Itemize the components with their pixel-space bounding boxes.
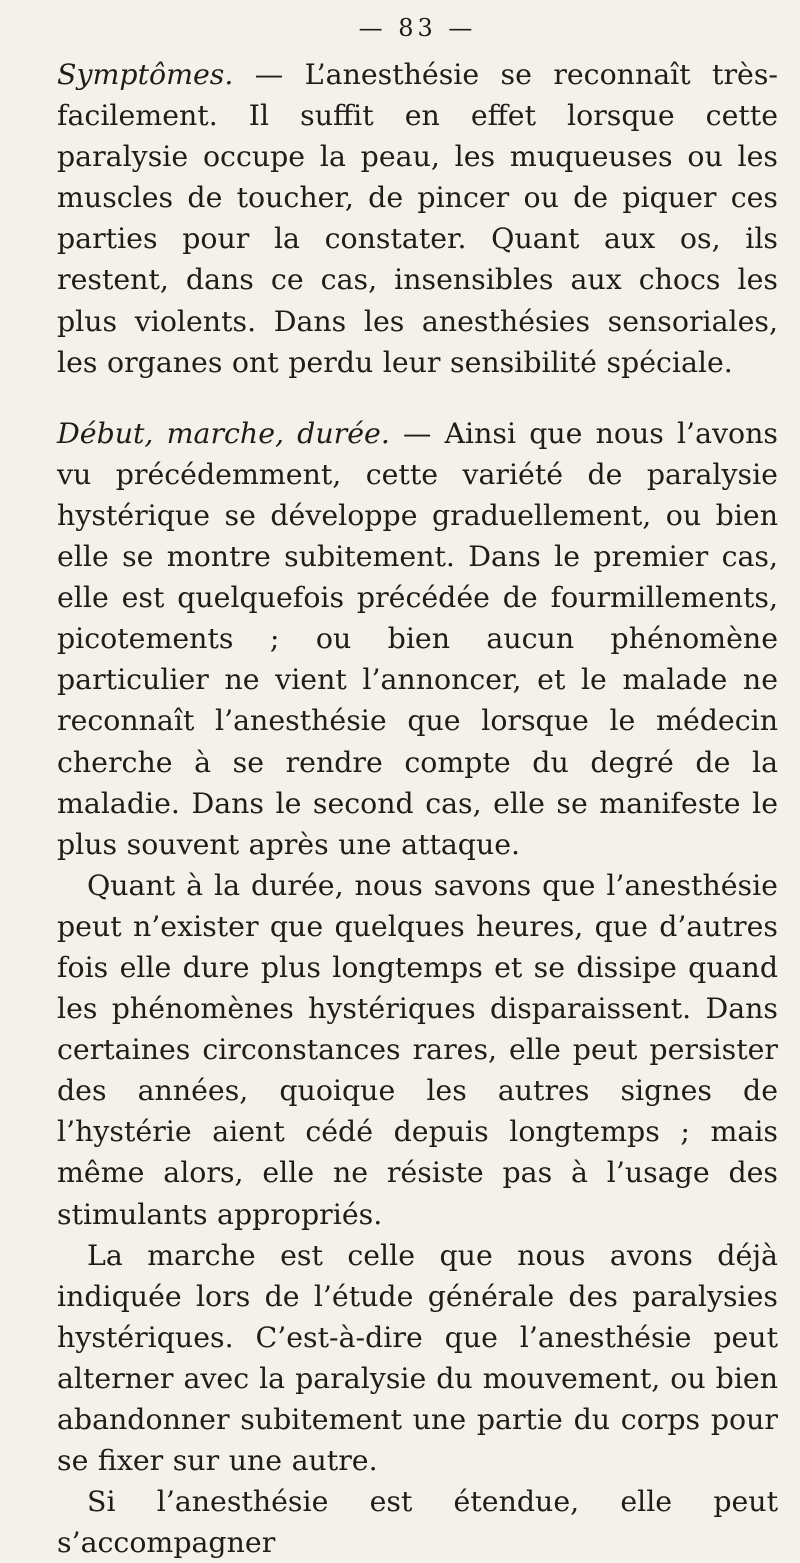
paragraph-debut-marche-duree: [57, 413, 778, 865]
paragraph-symptomes: [57, 54, 778, 383]
paragraph-text: Quant à la durée, nous savons que l’anesthésie peut n’exister que quelques heures, que d’autres fois elle dure plus longtemps et se dissipe quand les phénomènes hystériques disparaissent. Dans certaines circonstances rares, elle peut persister des années, quoique les autres signes de l’hystérie aient cédé depuis longtemps ; mais même alors, elle ne résiste pas à l’usage des stimulants appropriés.: [57, 868, 778, 1231]
paragraph-text: Si l’anesthésie est étendue, elle peut s’accompagner: [57, 1485, 778, 1560]
paragraph-marche: [57, 1235, 778, 1482]
paragraph-text: La marche est celle que nous avons déjà indiquée lors de l’étude générale des paralysies hystériques. C’est-à-dire que l’anesthésie peut alterner avec la paralysie du mouvement, ou bien abandonner subitement une partie du corps pour se fixer sur une autre.: [57, 1238, 778, 1478]
paragraph-etendue: [57, 1481, 778, 1563]
paragraph-text: — Ainsi que nous l’avons vu précédemment, cette variété de paralysie hystérique se développe graduellement, ou bien elle se montre subitement. Dans le premier cas, elle est quelquefois précédée de fourmillements, picotements ; ou bien aucun phénomène particulier ne vient l’annoncer, et le malade ne reconnaît l’anesthésie que lorsque le médecin cherche à se rendre compte du degré de la maladie. Dans le second cas, elle se manifeste le plus souvent après une attaque.: [57, 416, 778, 861]
section-heading-symptomes: Symptômes.: [57, 58, 234, 91]
page-number: — 83 —: [358, 14, 477, 42]
paragraph-duree: [57, 865, 778, 1235]
paragraph-text: — L’anesthésie se reconnaît très-facilement. Il suffit en effet lorsque cette paralysie occupe la peau, les muqueuses ou les muscles de toucher, de pincer ou de piquer ces parties pour la constater. Quant aux os, ils restent, dans ce cas, insensibles aux chocs les plus violents. Dans les anesthésies sensoriales, les organes ont perdu leur sensibilité spéciale.: [57, 58, 778, 379]
section-heading-debut: Début, marche, durée.: [57, 416, 390, 450]
